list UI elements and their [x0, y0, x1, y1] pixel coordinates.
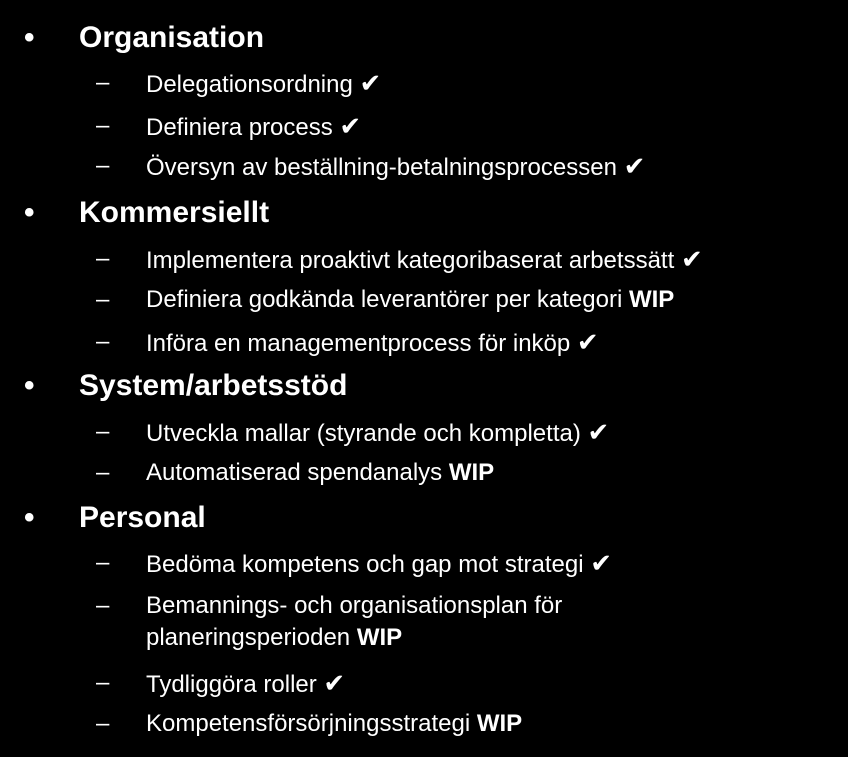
dash-icon: – [96, 328, 110, 355]
section-heading: Kommersiellt [79, 196, 270, 229]
item-label: Kompetensförsörjningsstrategi [146, 710, 471, 737]
dash-icon: – [96, 245, 110, 272]
list-item-text [146, 416, 609, 450]
section-heading: Personal [79, 501, 206, 534]
dash-icon: – [96, 112, 110, 139]
item-label: Bedöma kompetens och gap mot strategi [146, 551, 584, 578]
dash-icon: – [96, 418, 110, 445]
checkmark-icon: ✔ [323, 668, 346, 698]
dash-icon: – [96, 592, 110, 619]
item-label: Automatiserad spendanalys [146, 459, 443, 486]
list-item-text [146, 457, 494, 489]
item-label: Definiera godkända leverantörer per kategori [146, 286, 623, 313]
bullet-icon: • [24, 21, 35, 54]
bullet-icon: • [24, 196, 35, 229]
dash-icon: – [96, 286, 110, 313]
item-label: Införa en managementprocess för inköp [146, 330, 571, 357]
list-item-text [146, 667, 345, 701]
dash-icon: – [96, 459, 110, 486]
list-item-text [146, 67, 381, 101]
dash-icon: – [96, 549, 110, 576]
bullet-icon: • [24, 369, 35, 402]
checkmark-icon: ✔ [590, 548, 613, 578]
checkmark-icon: ✔ [680, 244, 703, 274]
list-item-text [146, 708, 522, 740]
list-item-text [146, 150, 645, 184]
wip-badge: WIP [476, 710, 523, 737]
dash-icon: – [96, 69, 110, 96]
list-item-text [146, 243, 703, 277]
list-item-text [146, 284, 674, 316]
item-label: Definiera process [146, 114, 333, 141]
item-label: Tydliggöra roller [146, 671, 317, 698]
item-label: Utveckla mallar (styrande och kompletta) [146, 420, 581, 447]
dash-icon: – [96, 710, 110, 737]
checkmark-icon: ✔ [587, 417, 610, 447]
checkmark-icon: ✔ [576, 327, 599, 357]
checkmark-icon: ✔ [339, 111, 362, 141]
dash-icon: – [96, 152, 110, 179]
section-heading: Organisation [79, 21, 265, 54]
list-item-text [146, 326, 599, 360]
bullet-icon: • [24, 501, 35, 534]
item-label: Översyn av beställning-betalningsprocessen [146, 154, 624, 181]
wip-badge: WIP [356, 624, 403, 651]
item-label: Bemannings- och organisationsplan för planeringsperioden [146, 592, 563, 651]
checkmark-icon: ✔ [623, 151, 646, 181]
section-heading: System/arbetsstöd [79, 369, 348, 402]
list-item-text [146, 547, 612, 581]
item-label: Delegationsordning [146, 71, 353, 98]
checkmark-icon: ✔ [359, 68, 382, 98]
wip-badge: WIP [448, 459, 495, 486]
list-item-text [146, 590, 706, 654]
dash-icon: – [96, 669, 110, 696]
list-item-text [146, 110, 361, 144]
item-label: Implementera proaktivt kategoribaserat arbetssätt [146, 247, 675, 274]
wip-badge: WIP [628, 286, 675, 313]
